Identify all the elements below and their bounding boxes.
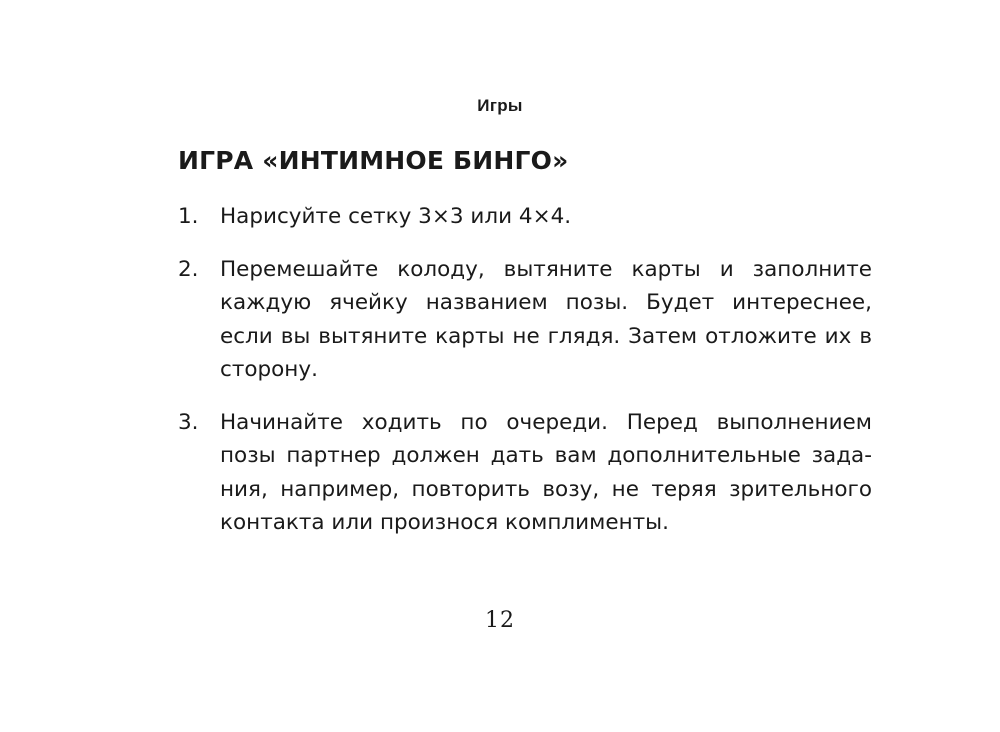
running-head: Игры (477, 96, 523, 115)
instructions-list (178, 200, 872, 559)
page-title: ИГРА «ИНТИМНОЕ БИНГО» (178, 146, 569, 175)
page-number: 12 (485, 608, 515, 633)
list-item (178, 406, 872, 540)
list-item-number: 3. (178, 409, 199, 435)
list-item-text: Нарисуйте сетку 3×3 или 4×4. (220, 204, 572, 229)
list-item-number: 2. (178, 256, 199, 282)
list-item (178, 200, 872, 234)
list-item-text: Перемешайте колоду, вытяните карты и заполните каждую ячейку названием позы. Будет интереснее, если вы вытяните карты не глядя. Затем отложите их в сторону. (220, 256, 872, 382)
list-item-number: 1. (178, 204, 199, 229)
list-item (178, 253, 872, 387)
list-item-text: Начинайте ходить по очереди. Перед выполнением позы партнер должен дать вам дополнительные задания, например, повторить возу, не теряя зрительного контакта или произнося комплименты. (220, 409, 872, 535)
